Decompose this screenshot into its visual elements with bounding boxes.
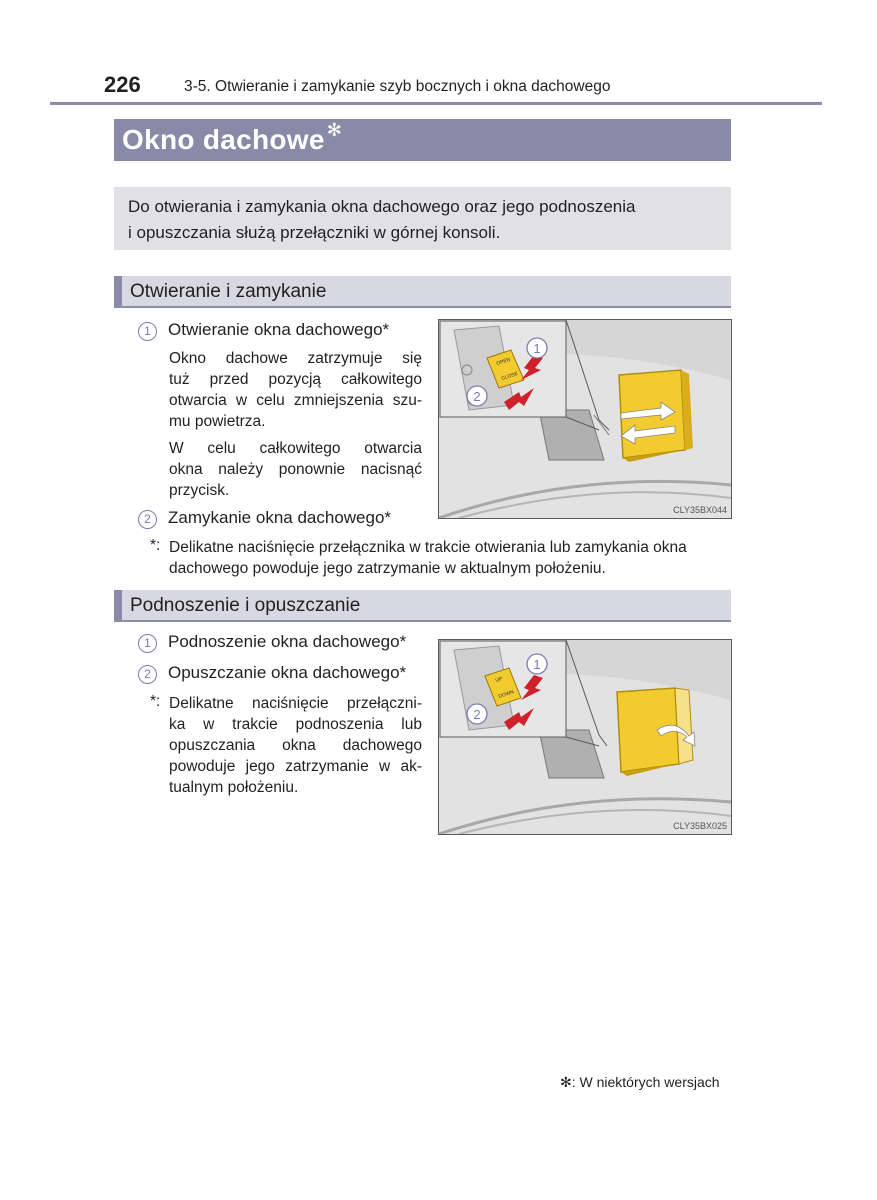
page-number: 226: [104, 72, 141, 97]
chapter-title: 3-5. Otwieranie i zamykanie szyb bocznych i okna dachowego: [184, 78, 611, 95]
optional-equipment-marker: ✻: [326, 120, 343, 140]
header-rule: [50, 102, 822, 105]
item-label-tilt-down: Opuszczanie okna dachowego*: [168, 663, 407, 682]
page-title: Okno dachowe ✻: [122, 120, 343, 155]
svg-text:DOWN: DOWN: [497, 689, 515, 700]
figure-code: CLY35BX044: [673, 505, 727, 515]
section-title: Podnoszenie i opuszczanie: [130, 595, 361, 616]
note-text: Delikatne naciśnięcie przełączni- ka w trakcie podnoszenia lub opuszczania okna dachowego powoduje jego zatrzymanie w ak- tualnym położeniu.: [169, 695, 422, 796]
main-title-bar: [114, 119, 731, 161]
svg-text:CLOSE: CLOSE: [500, 370, 519, 382]
svg-text:1: 1: [533, 341, 541, 356]
figure-open-close: [438, 319, 732, 519]
intro-box: [114, 187, 731, 250]
figure-code: CLY35BX025: [673, 821, 727, 831]
open-description: Okno dachowe zatrzymuje się tuż przed pozycją całkowitego otwarcia w celu zmniejszenia szu- mu powietrza.: [169, 350, 422, 430]
console-illustration: [439, 320, 731, 518]
note-marker: *:: [150, 693, 161, 710]
svg-text:2: 2: [473, 389, 481, 404]
footnote: ✻: W niektórych wersjach: [560, 1074, 720, 1090]
item-number-1: 1: [138, 322, 157, 341]
open-hint: W celu całkowitego otwarcia okna należy ponownie nacisnąć przycisk.: [169, 440, 422, 499]
item-number-1: 1: [138, 634, 157, 653]
console-illustration: [439, 640, 731, 834]
item-label-close: Zamykanie okna dachowego*: [168, 508, 392, 527]
item-number-2: 2: [138, 665, 157, 684]
svg-text:OPEN: OPEN: [495, 356, 512, 367]
item-label-open: Otwieranie okna dachowego*: [168, 320, 390, 339]
note-marker: *:: [150, 537, 161, 554]
svg-text:UP: UP: [494, 676, 504, 684]
svg-text:2: 2: [473, 707, 481, 722]
svg-text:1: 1: [533, 657, 541, 672]
item-label-tilt-up: Podnoszenie okna dachowego*: [168, 632, 407, 651]
item-number-2: 2: [138, 510, 157, 529]
section-header-tilt: [114, 590, 731, 622]
figure-tilt: [438, 639, 732, 835]
section-title: Otwieranie i zamykanie: [130, 281, 327, 302]
section-header-open-close: [114, 276, 731, 308]
note-text: Delikatne naciśnięcie przełącznika w trakcie otwierania lub zamykania okna dachowego powoduje jego zatrzymanie w aktualnym położeniu.: [169, 539, 687, 577]
intro-text: Do otwierania i zamykania okna dachowego oraz jego podnoszenia i opuszczania służą przełączniki w górnej konsoli.: [128, 197, 636, 242]
